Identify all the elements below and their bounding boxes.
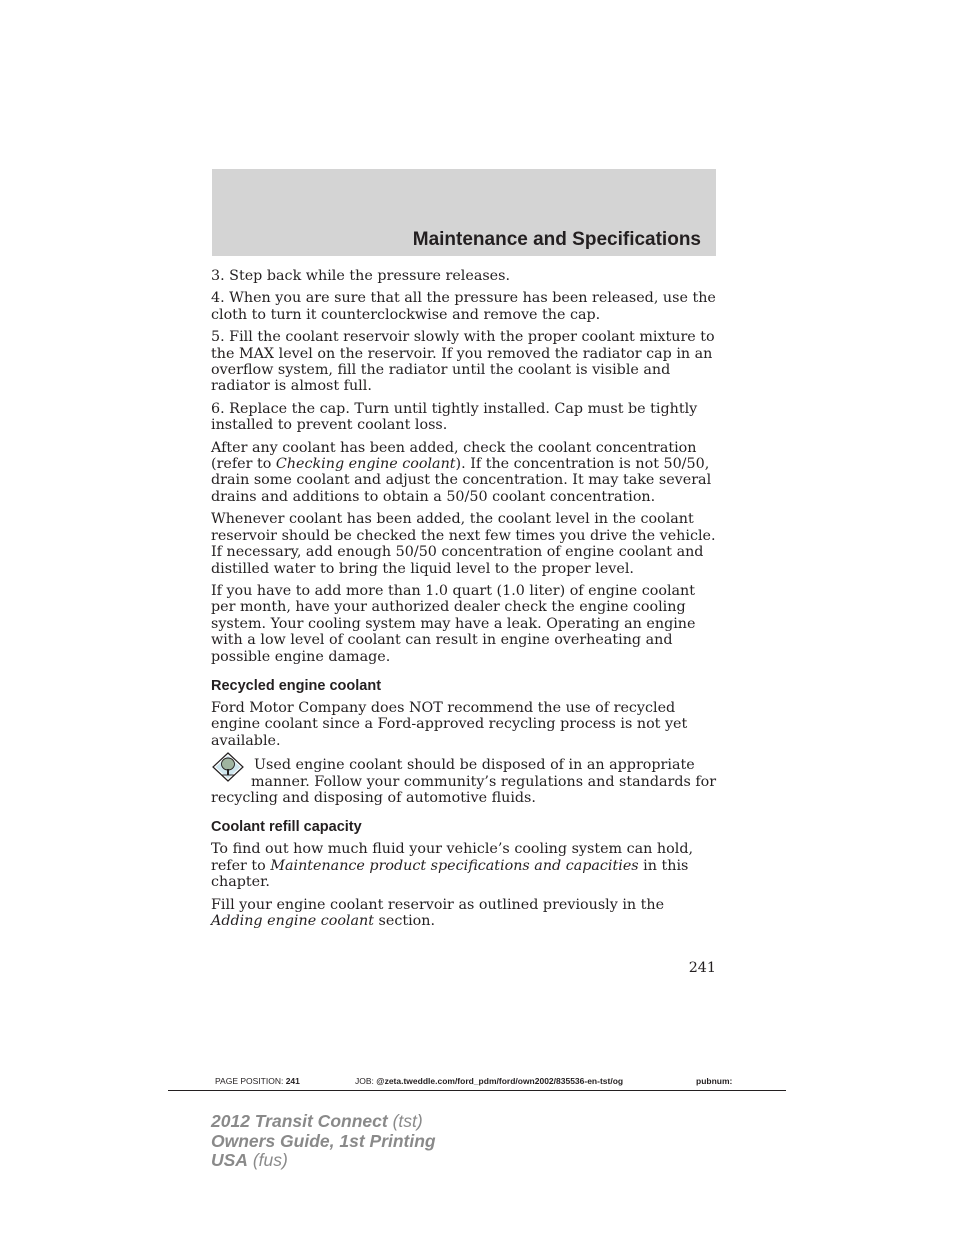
recycled-coolant-heading: Recycled engine coolant [211, 677, 382, 694]
refill-capacity-paragraph: To find out how much fluid your vehicle’s cooling system can hold, refer to Maintenance product specifications and capacities in this chapter. [211, 841, 694, 891]
footer-divider [168, 1090, 786, 1091]
job-path: JOB: @zeta.tweddle.com/ford_pdm/ford/own2002/835536-en-tst/og [355, 1076, 624, 1086]
cross-reference: Checking engine coolant [275, 456, 456, 473]
concentration-paragraph: After any coolant has been added, check the coolant concentration (refer to Checking engine coolant). If the concentration is not 50/50, drain some coolant and adjust the concentration. It may take several drains and additions to obtain a 50/50 coolant concentration. [211, 439, 712, 505]
step-6: 6. Replace the cap. Turn until tightly installed. Cap must be tightly installed to prevent coolant loss. [211, 400, 698, 434]
cross-reference: Adding engine coolant [211, 913, 374, 929]
step-3: 3. Step back while the pressure releases. [211, 268, 511, 284]
coolant-level-paragraph: Whenever coolant has been added, the coolant level in the coolant reservoir should be checked the next few times you drive the vehicle. If necessary, add enough 50/50 concentration of engine coolant and distilled water to bring the liquid level to the proper level. [211, 511, 716, 577]
model-line: 2012 Transit Connect (tst) [211, 1111, 423, 1131]
page-position: PAGE POSITION: 241 [215, 1076, 300, 1086]
fill-reservoir-paragraph: Fill your engine coolant reservoir as outlined previously in the Adding engine coolant section. [211, 896, 665, 929]
recycled-coolant-paragraph: Ford Motor Company does NOT recommend the use of recycled engine coolant since a Ford-approved recycling process is not yet available. [211, 699, 688, 749]
document-identifier [211, 1112, 436, 1171]
section-title: Maintenance and Specifications [412, 229, 701, 250]
environment-note: Used engine coolant should be disposed of in an appropriate manner. Follow your community’s regulations and standards for recycling and disposing of automotive fluids. [211, 757, 717, 806]
print-footer [168, 1074, 786, 1090]
section-header-band [212, 169, 716, 256]
page-number: 241 [688, 960, 716, 976]
cross-reference: Maintenance product specifications and capacities [270, 857, 639, 874]
refill-capacity-heading: Coolant refill capacity [211, 819, 362, 836]
step-5: 5. Fill the coolant reservoir slowly with the proper coolant mixture to the MAX level on the reservoir. If you removed the radiator cap in an overflow system, fill the radiator until the coolant is visible and radiator is almost full. [211, 329, 715, 395]
guide-line: Owners Guide, 1st Printing [211, 1130, 436, 1151]
pubnum: pubnum: [696, 1076, 733, 1086]
page-content [211, 268, 717, 935]
market-line: USA (fus) [211, 1150, 288, 1170]
environment-tree-icon [211, 752, 245, 782]
step-4: 4. When you are sure that all the pressure has been released, use the cloth to turn it counterclockwise and remove the cap. [211, 290, 716, 323]
coolant-leak-paragraph: If you have to add more than 1.0 quart (1.0 liter) of engine coolant per month, have your authorized dealer check the engine cooling system. Your cooling system may have a leak. Operating an engine with a low level of coolant can result in engine overheating and possible engine damage. [211, 582, 696, 665]
